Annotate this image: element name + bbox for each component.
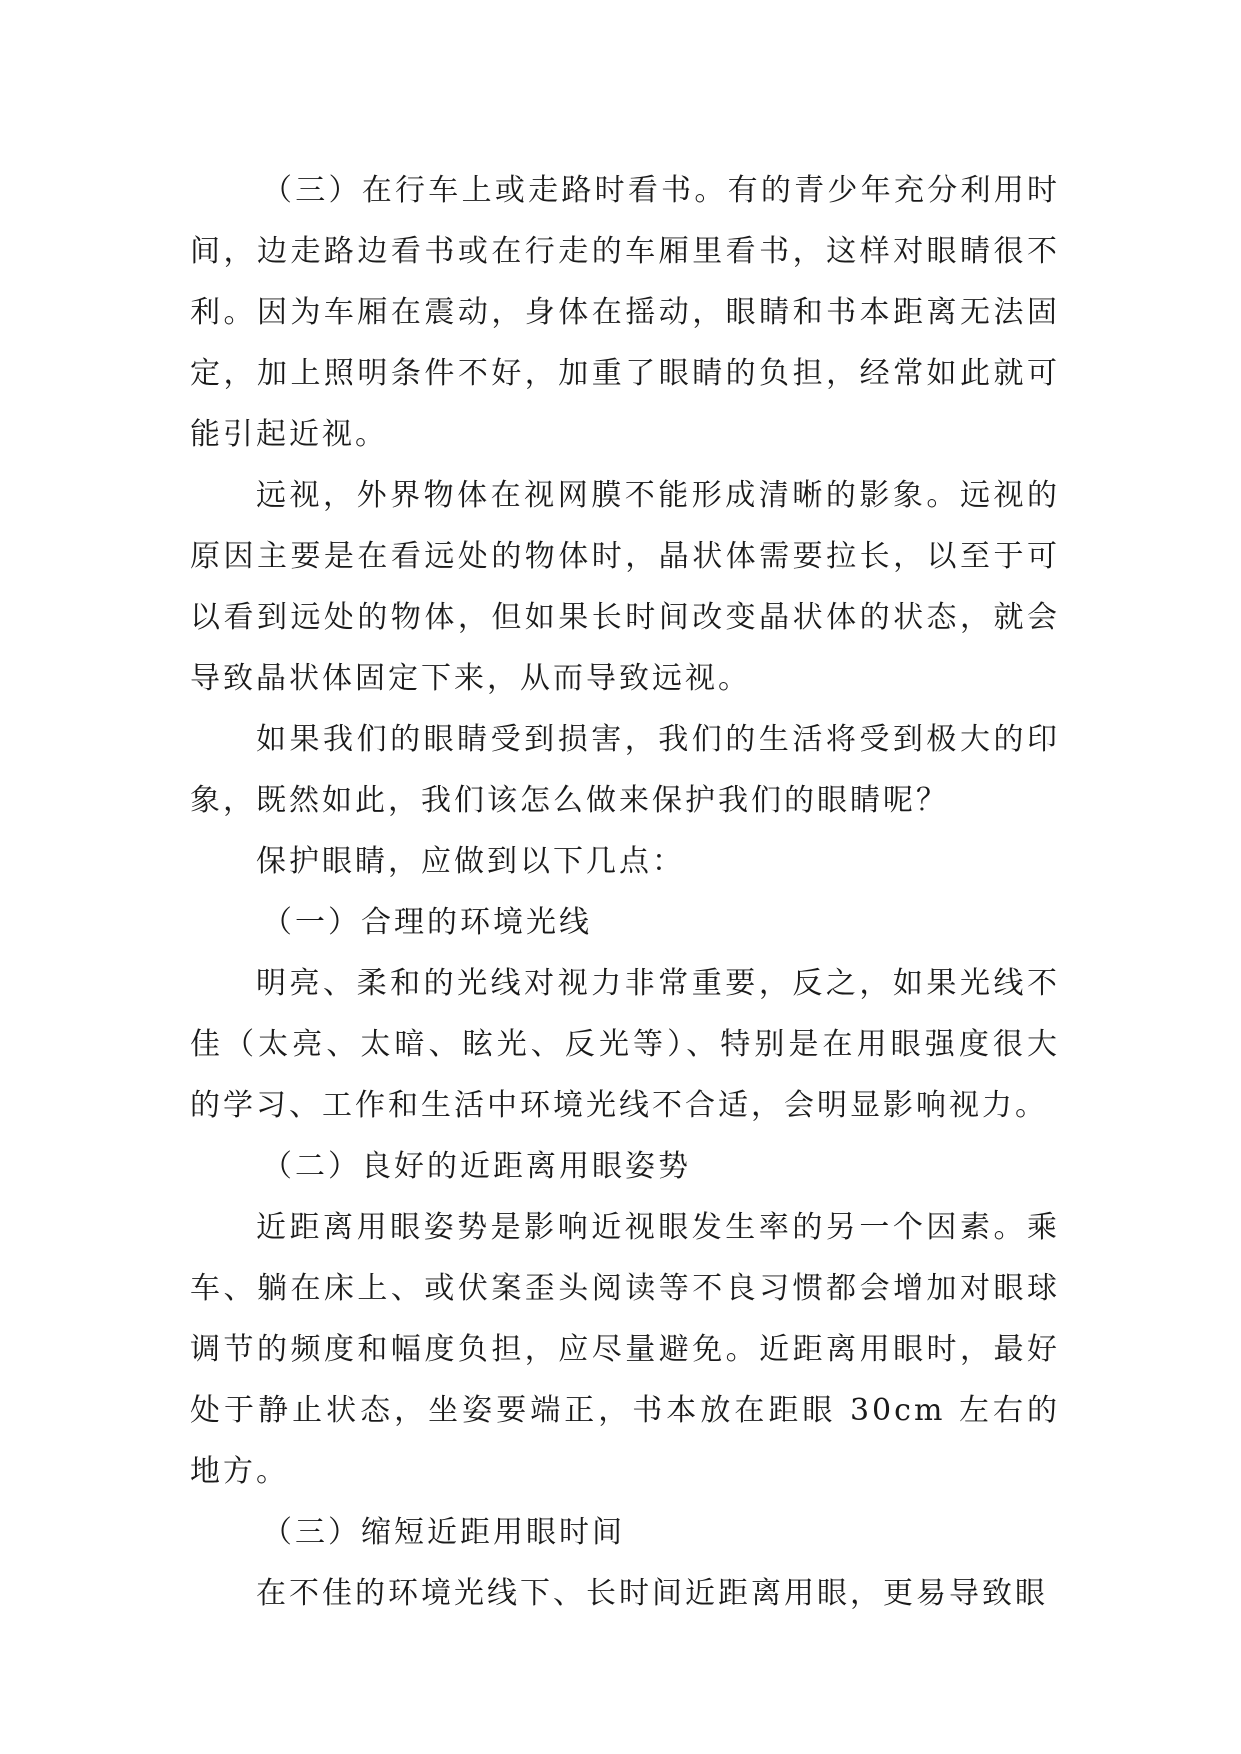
paragraph-lighting: 明亮、柔和的光线对视力非常重要，反之，如果光线不佳（太亮、太暗、眩光、反光等）、特别是在用眼强度很大的学习、工作和生活中环境光线不合适，会明显影响视力。 bbox=[190, 966, 1060, 1123]
heading-reduce-near-work: （三）缩短近距用眼时间 bbox=[262, 1515, 625, 1550]
paragraph-eye-damage-question: 如果我们的眼睛受到损害，我们的生活将受到极大的印象，既然如此，我们该怎么做来保护我们的眼睛呢？ bbox=[190, 722, 1060, 818]
paragraph-protection-intro: 保护眼睛，应做到以下几点： bbox=[256, 844, 685, 879]
document-body bbox=[190, 160, 1060, 1624]
paragraph-reduce-near-work: 在不佳的环境光线下、长时间近距离用眼，更易导致眼 bbox=[256, 1576, 1048, 1611]
paragraph-reading-while-moving: （三）在行车上或走路时看书。有的青少年充分利用时间，边走路边看书或在行走的车厢里看书，这样对眼睛很不利。因为车厢在震动，身体在摇动，眼睛和书本距离无法固定，加上照明条件不好，加重了眼睛的负担，经常如此就可能引起近视。 bbox=[190, 173, 1060, 452]
paragraph-hyperopia: 远视，外界物体在视网膜不能形成清晰的影象。远视的原因主要是在看远处的物体时，晶状体需要拉长，以至于可以看到远处的物体，但如果长时间改变晶状体的状态，就会导致晶状体固定下来，从而导致远视。 bbox=[190, 478, 1060, 696]
paragraph-posture: 近距离用眼姿势是影响近视眼发生率的另一个因素。乘车、躺在床上、或伏案歪头阅读等不良习惯都会增加对眼球调节的频度和幅度负担，应尽量避免。近距离用眼时，最好处于静止状态，坐姿要端正，书本放在距眼 30cm 左右的地方。 bbox=[190, 1210, 1060, 1489]
heading-lighting: （一）合理的环境光线 bbox=[262, 905, 592, 940]
heading-posture: （二）良好的近距离用眼姿势 bbox=[262, 1149, 691, 1184]
